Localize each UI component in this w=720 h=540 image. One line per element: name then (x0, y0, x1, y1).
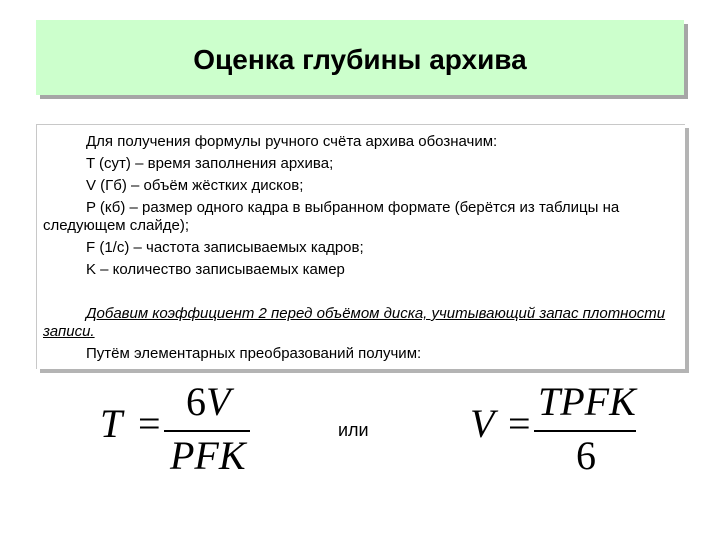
formula-t-numerator-coefficient: 6 (186, 379, 206, 424)
slide-title: Оценка глубины архива (193, 43, 527, 75)
definition-v: V (Гб) – объём жёстких дисков; (86, 177, 304, 194)
definitions-text (43, 133, 679, 367)
formula-t-equals: = (138, 401, 161, 446)
formula-v-lhs: V (470, 401, 495, 446)
intro-paragraph: Для получения формулы ручного счёта архива обозначим: (86, 133, 498, 150)
formula-v-denominator-value: 6 (576, 433, 596, 478)
formula-t-fraction-bar (164, 430, 250, 432)
conclusion-paragraph: Путём элементарных преобразований получим: (86, 345, 422, 362)
formula-v-denominator (576, 433, 596, 478)
title-box (36, 20, 684, 95)
formula-t-lhs: T (100, 401, 123, 446)
formula-t-numerator-variable: V (206, 379, 231, 424)
definitions-box (36, 124, 685, 369)
definition-k: K – количество записываемых камер (86, 261, 345, 278)
formula-separator: или (338, 420, 369, 440)
formula-v (470, 380, 650, 490)
formula-t-numerator (186, 379, 231, 424)
coefficient-note: Добавим коэффициент 2 перед объёмом диска, учитывающий запас плотности записи. (43, 305, 666, 340)
formula-v-equals: = (508, 401, 531, 446)
formula-v-numerator: TPFK (538, 379, 636, 424)
definition-p: P (кб) – размер одного кадра в выбранном формате (берётся из таблицы на следующем слайде); (43, 199, 620, 234)
paragraph-gap (43, 283, 679, 305)
definition-t: T (сут) – время заполнения архива; (86, 155, 334, 172)
formula-t (100, 380, 260, 490)
formula-t-denominator: PFK (170, 433, 246, 478)
definition-f: F (1/с) – частота записываемых кадров; (86, 239, 364, 256)
formula-v-fraction-bar (534, 430, 636, 432)
